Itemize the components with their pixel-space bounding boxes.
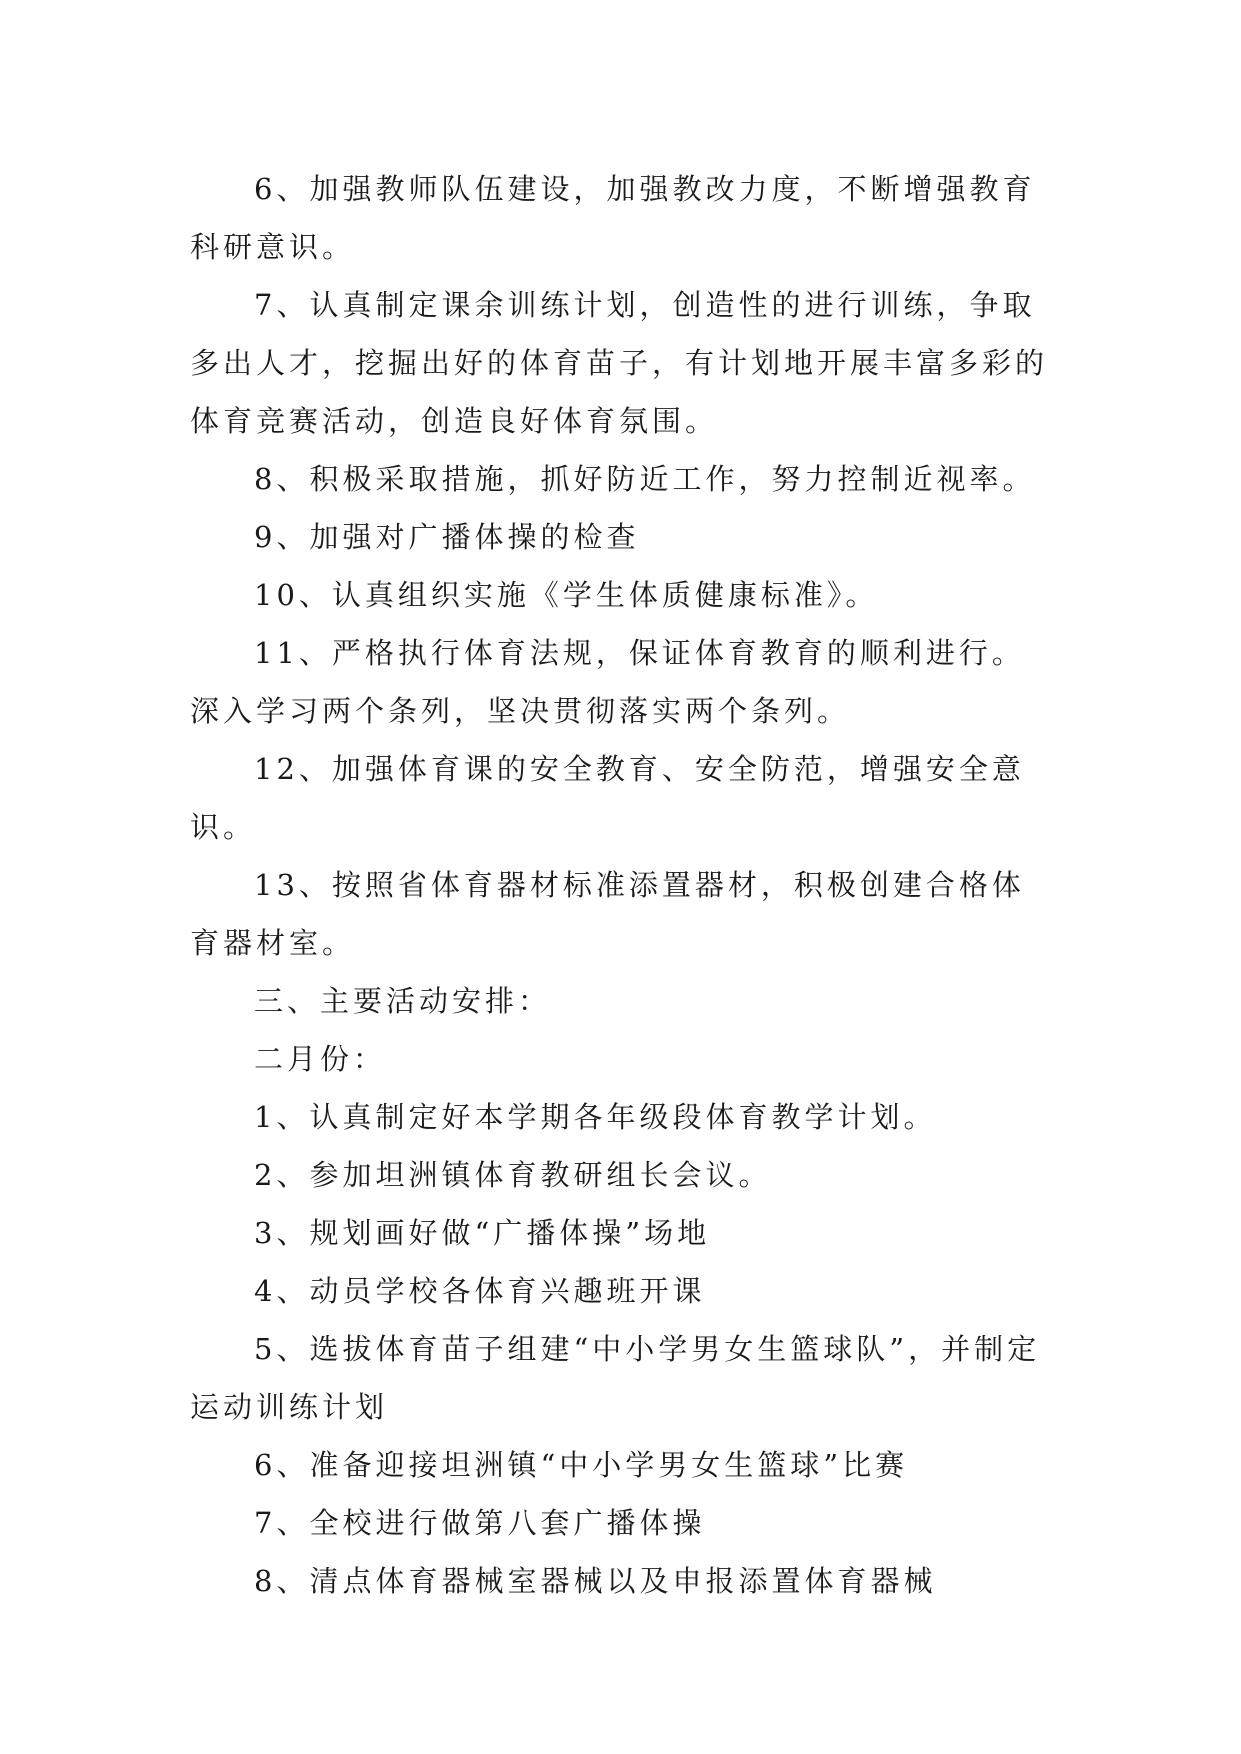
activity-item-4: 4、动员学校各体育兴趣班开课 — [254, 1274, 706, 1308]
paragraph-item-11: 11、严格执行体育法规，保证体育教育的顺利进行。深入学习两个条列，坚决贯彻落实两个条列。 — [190, 636, 1025, 728]
month-heading-february: 二月份： — [254, 1042, 387, 1076]
paragraph-item-9: 9、加强对广播体操的检查 — [254, 520, 640, 554]
activity-item-5: 5、选拔体育苗子组建“中小学男女生篮球队”，并制定运动训练计划 — [190, 1332, 1041, 1424]
activity-item-3: 3、规划画好做“广播体操”场地 — [254, 1216, 711, 1250]
paragraph-item-12: 12、加强体育课的安全教育、安全防范，增强安全意识。 — [190, 752, 1025, 844]
section-heading-activities: 三、主要活动安排： — [254, 984, 552, 1018]
activity-item-6: 6、准备迎接坦洲镇“中小学男女生篮球”比赛 — [254, 1448, 909, 1482]
paragraph-item-8: 8、积极采取措施，抓好防近工作，努力控制近视率。 — [254, 462, 1036, 496]
activity-item-8: 8、清点体育器械室器械以及申报添置体育器械 — [254, 1564, 937, 1598]
activity-item-1: 1、认真制定好本学期各年级段体育教学计划。 — [254, 1100, 937, 1134]
paragraph-item-7: 7、认真制定课余训练计划，创造性的进行训练，争取多出人才，挖掘出好的体育苗子，有计划地开展丰富多彩的体育竞赛活动，创造良好体育氛围。 — [190, 288, 1049, 438]
paragraph-item-13: 13、按照省体育器材标准添置器材，积极创建合格体育器材室。 — [190, 868, 1025, 960]
paragraph-item-6: 6、加强教师队伍建设，加强教改力度，不断增强教育科研意识。 — [190, 172, 1036, 264]
document-body — [190, 160, 1052, 1610]
paragraph-item-10: 10、认真组织实施《学生体质健康标准》。 — [254, 578, 879, 612]
activity-item-2: 2、参加坦洲镇体育教研组长会议。 — [254, 1158, 772, 1192]
activity-item-7: 7、全校进行做第八套广播体操 — [254, 1506, 706, 1540]
